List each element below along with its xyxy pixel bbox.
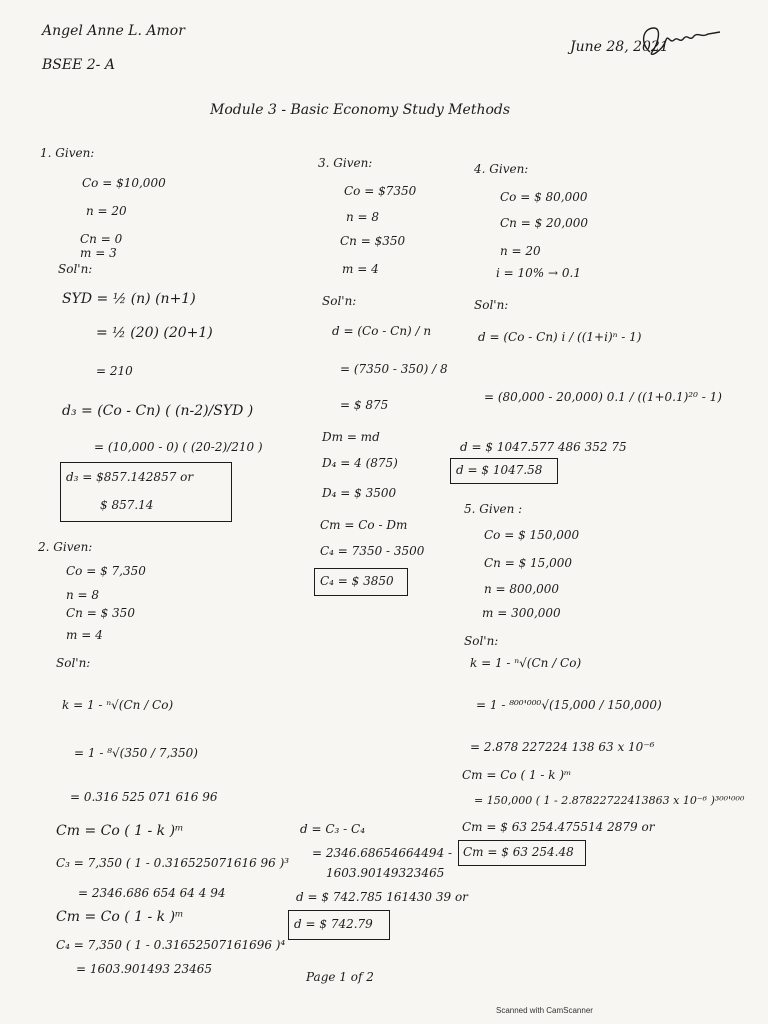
p3-n: n = 8 bbox=[346, 210, 380, 224]
p2-k-3: = 0.316 525 071 616 96 bbox=[70, 790, 218, 804]
p4-d-2: = (80,000 - 20,000) 0.1 / ((1+0.1)²⁰ - 1) bbox=[484, 390, 722, 404]
page-number: Page 1 of 2 bbox=[306, 970, 374, 984]
p1-d3-1: d₃ = (Co - Cn) ( (n-2)/SYD ) bbox=[62, 403, 254, 419]
p5-heading: 5. Given : bbox=[464, 502, 523, 516]
p5-answer: Cm = $ 63 254.48 bbox=[463, 845, 574, 859]
p4-heading: 4. Given: bbox=[474, 162, 529, 176]
p2-d-4: d = $ 742.785 161430 39 or bbox=[296, 890, 468, 904]
p1-n: n = 20 bbox=[86, 204, 127, 218]
p1-d3-2: = (10,000 - 0) ( (20-2)/210 ) bbox=[94, 440, 263, 454]
p3-d4-2: D₄ = $ 3500 bbox=[322, 486, 397, 500]
p2-d-3: 1603.90149323465 bbox=[326, 866, 445, 880]
p3-d4-1: D₄ = 4 (875) bbox=[322, 456, 398, 470]
p2-answer: d = $ 742.79 bbox=[294, 917, 373, 931]
p2-m: m = 4 bbox=[66, 628, 103, 642]
p4-d-1: d = (Co - Cn) i / ((1+i)ⁿ - 1) bbox=[478, 330, 642, 344]
p3-dm: Dm = md bbox=[322, 430, 380, 444]
p1-answer-2: $ 857.14 bbox=[100, 498, 154, 512]
p3-cm: Cm = Co - Dm bbox=[320, 518, 408, 532]
student-section: BSEE 2- A bbox=[42, 57, 115, 73]
p5-cm-3: Cm = $ 63 254.475514 2879 or bbox=[462, 820, 655, 834]
p3-d-2: = (7350 - 350) / 8 bbox=[340, 362, 448, 376]
p1-syd-2: = ½ (20) (20+1) bbox=[96, 325, 213, 341]
p4-i: i = 10% → 0.1 bbox=[496, 266, 581, 280]
p2-c4-2: = 1603.901493 23465 bbox=[76, 962, 213, 976]
p2-k-2: = 1 - ⁸√(350 / 7,350) bbox=[74, 746, 198, 760]
p2-cm-1: Cm = Co ( 1 - k )ᵐ bbox=[56, 823, 184, 839]
p4-cn: Cn = $ 20,000 bbox=[500, 216, 589, 230]
p4-co: Co = $ 80,000 bbox=[500, 190, 588, 204]
p4-d-3: d = $ 1047.577 486 352 75 bbox=[460, 440, 627, 454]
p2-d-1: d = C₃ - C₄ bbox=[300, 822, 366, 836]
p4-soln: Sol'n: bbox=[474, 298, 509, 312]
p5-k-3: = 2.878 227224 138 63 x 10⁻⁶ bbox=[470, 740, 655, 754]
p3-c4: C₄ = 7350 - 3500 bbox=[320, 544, 425, 558]
p2-d-2: = 2346.68654664494 - bbox=[312, 846, 453, 860]
p1-m: m = 3 bbox=[80, 246, 117, 260]
p1-syd-3: = 210 bbox=[96, 364, 133, 378]
p4-answer: d = $ 1047.58 bbox=[456, 463, 543, 477]
p3-co: Co = $7350 bbox=[344, 184, 417, 198]
p2-soln: Sol'n: bbox=[56, 656, 91, 670]
p1-answer-1: d₃ = $857.142857 or bbox=[66, 470, 194, 484]
scanner-watermark: Scanned with CamScanner bbox=[496, 1006, 593, 1015]
p3-soln: Sol'n: bbox=[322, 294, 357, 308]
p1-syd-1: SYD = ½ (n) (n+1) bbox=[62, 291, 196, 307]
p2-cm-2: Cm = Co ( 1 - k )ᵐ bbox=[56, 909, 184, 925]
p2-c3-1: C₃ = 7,350 ( 1 - 0.316525071616 96 )³ bbox=[56, 856, 290, 870]
p2-c4-1: C₄ = 7,350 ( 1 - 0.31652507161696 )⁴ bbox=[56, 938, 286, 952]
p5-soln: Sol'n: bbox=[464, 634, 499, 648]
p3-d-3: = $ 875 bbox=[340, 398, 389, 412]
p2-c3-2: = 2346.686 654 64 4 94 bbox=[78, 886, 226, 900]
p2-k-1: k = 1 - ⁿ√(Cn / Co) bbox=[62, 698, 174, 712]
p2-heading: 2. Given: bbox=[38, 540, 93, 554]
p5-co: Co = $ 150,000 bbox=[484, 528, 580, 542]
p1-co: Co = $10,000 bbox=[82, 176, 166, 190]
student-name: Angel Anne L. Amor bbox=[42, 23, 185, 39]
p3-d-1: d = (Co - Cn) / n bbox=[332, 324, 432, 338]
p5-cm-1: Cm = Co ( 1 - k )ᵐ bbox=[462, 768, 572, 782]
p3-heading: 3. Given: bbox=[318, 156, 373, 170]
p5-cn: Cn = $ 15,000 bbox=[484, 556, 573, 570]
p3-cn: Cn = $350 bbox=[340, 234, 406, 248]
p1-cn: Cn = 0 bbox=[80, 232, 123, 246]
p1-soln: Sol'n: bbox=[58, 262, 93, 276]
p5-k-1: k = 1 - ⁿ√(Cn / Co) bbox=[470, 656, 582, 670]
p5-n: n = 800,000 bbox=[484, 582, 560, 596]
p4-n: n = 20 bbox=[500, 244, 541, 258]
p3-m: m = 4 bbox=[342, 262, 379, 276]
p2-co: Co = $ 7,350 bbox=[66, 564, 146, 578]
signature bbox=[636, 22, 726, 62]
p5-cm-2: = 150,000 ( 1 - 2.87822722413863 x 10⁻⁶ )³⁰⁰'⁰⁰⁰ bbox=[474, 794, 745, 807]
date: June 28, 2021 bbox=[570, 39, 669, 55]
p5-k-2: = 1 - ⁸⁰⁰'⁰⁰⁰√(15,000 / 150,000) bbox=[476, 698, 662, 712]
page-title: Module 3 - Basic Economy Study Methods bbox=[210, 102, 511, 118]
p2-cn: Cn = $ 350 bbox=[66, 606, 135, 620]
p1-heading: 1. Given: bbox=[40, 146, 95, 160]
p5-m: m = 300,000 bbox=[482, 606, 561, 620]
p2-n: n = 8 bbox=[66, 588, 100, 602]
p3-answer: C₄ = $ 3850 bbox=[320, 574, 394, 588]
